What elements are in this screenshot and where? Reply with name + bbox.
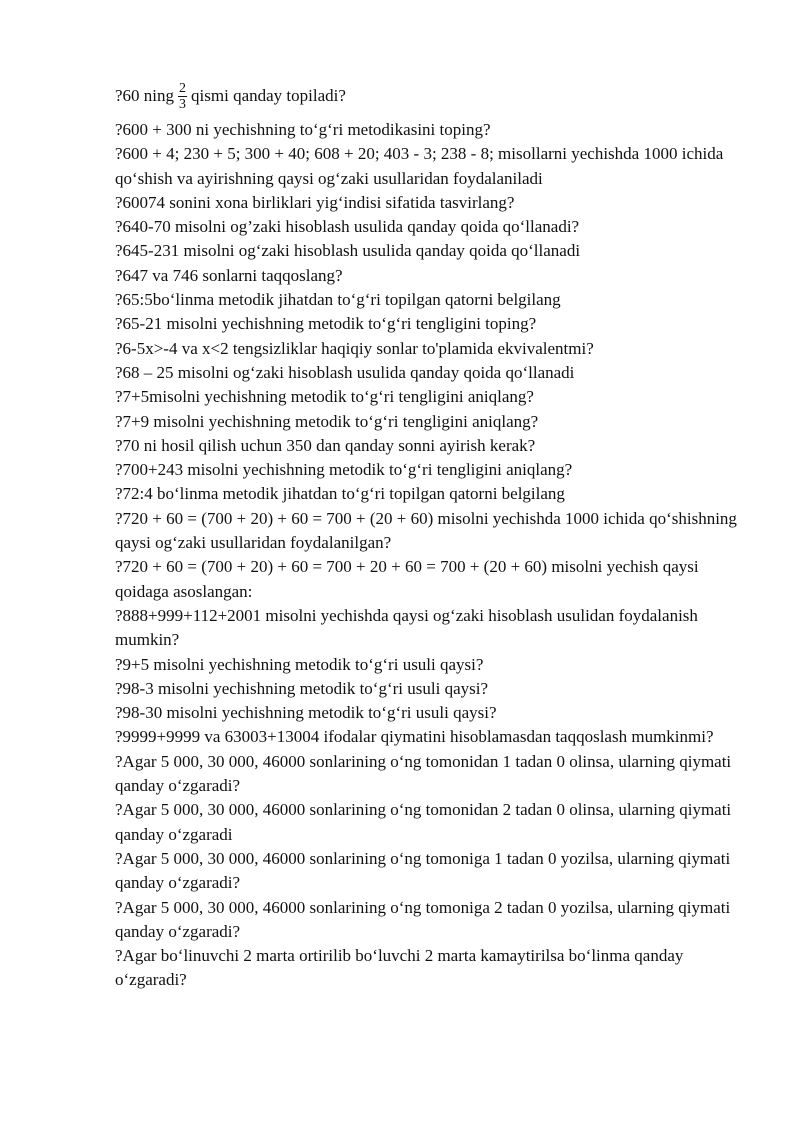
fraction (178, 81, 187, 112)
question-item: ?65:5bo‘linma metodik jihatdan to‘g‘ri topilgan qatorni belgilang (115, 290, 561, 310)
question-item: ?600 + 300 ni yechishning to‘g‘ri metodikasini toping? (115, 120, 491, 139)
question-item: ?Agar 5 000, 30 000, 46000 sonlarining o‘ng tomoniga 1 tadan 0 yozilsa, ularning qiymati qanday o‘zgaradi? (115, 848, 731, 893)
question-list (115, 76, 745, 993)
question-item: ?720 + 60 = (700 + 20) + 60 = 700 + (20 + 60) misolni yechishda 1000 ichida qo‘shishning qaysi og‘zaki usullaridan foydalanilgan? (115, 508, 737, 553)
question-item: ?7+9 misolni yechishning metodik to‘g‘ri tengligini aniqlang? (115, 411, 539, 431)
question-item: ?70 ni hosil qilish uchun 350 dan qanday sonni ayirish kerak? (115, 435, 536, 455)
question-item: ?647 va 746 sonlarni taqqoslang? (115, 265, 343, 285)
fraction-denominator: 3 (179, 96, 187, 112)
question-item: ?600 + 4; 230 + 5; 300 + 40; 608 + 20; 403 - 3; 238 - 8; misollarni yechishda 1000 ichida qo‘shish va ayirishning qaysi og‘zaki usullaridan foydalaniladi (115, 144, 724, 188)
question-text-after-fraction: qismi qanday topiladi? (191, 85, 346, 105)
question-item-first (115, 76, 745, 116)
question-item: ?888+999+112+2001 misolni yechishda qaysi og‘zaki hisoblash usulidan foydalanish mumkin? (115, 605, 698, 650)
question-item: ?Agar 5 000, 30 000, 46000 sonlarining o‘ng tomonidan 1 tadan 0 olinsa, ularning qiymati qanday o‘zgaradi? (115, 751, 732, 796)
question-item: ?60074 sonini xona birliklari yig‘indisi sifatida tasvirlang? (115, 192, 515, 212)
question-item: ?Agar 5 000, 30 000, 46000 sonlarining o‘ng tomoniga 2 tadan 0 yozilsa, ularning qiymati qanday o‘zgaradi? (115, 897, 731, 941)
question-item: ?6-5x>-4 va x<2 tengsizliklar haqiqiy sonlar to'plamida ekvivalentmi? (115, 338, 594, 358)
question-item: ?68 – 25 misolni og‘zaki hisoblash usulida qanday qoida qo‘llanadi (115, 362, 575, 382)
question-item: ?640-70 misolni og’zaki hisoblash usulida qanday qoida qo‘llanadi? (115, 217, 580, 237)
question-item: ?72:4 bo‘linma metodik jihatdan to‘g‘ri topilgan qatorni belgilang (115, 484, 565, 504)
question-item: ?645-231 misolni og‘zaki hisoblash usulida qanday qoida qo‘llanadi (115, 241, 581, 261)
question-item: ?98-3 misolni yechishning metodik to‘g‘ri usuli qaysi? (115, 678, 489, 698)
question-item: ?Agar bo‘linuvchi 2 marta ortirilib bo‘luvchi 2 marta kamaytirilsa bo‘linma qanday o‘zgaradi? (115, 946, 684, 990)
question-item: ?9+5 misolni yechishning metodik to‘g‘ri usuli qaysi? (115, 654, 484, 674)
fraction-numerator: 2 (179, 80, 187, 96)
question-item: ?98-30 misolni yechishning metodik to‘g‘ri usuli qaysi? (115, 703, 497, 723)
question-item: ?9999+9999 va 63003+13004 ifodalar qiymatini hisoblamasdan taqqoslash mumkinmi? (115, 727, 714, 747)
question-item: ?Agar 5 000, 30 000, 46000 sonlarining o‘ng tomonidan 2 tadan 0 olinsa, ularning qiymati qanday o‘zgaradi (115, 800, 732, 844)
question-item: ?700+243 misolni yechishning metodik to‘g‘ri tengligini aniqlang? (115, 460, 573, 480)
question-item: ?65-21 misolni yechishning metodik to‘g‘ri tengligini toping? (115, 314, 537, 334)
question-item: ?720 + 60 = (700 + 20) + 60 = 700 + 20 + 60 = 700 + (20 + 60) misolni yechish qaysi qoidaga asoslangan: (115, 557, 699, 601)
question-item: ?7+5misolni yechishning metodik to‘g‘ri tengligini aniqlang? (115, 387, 534, 407)
question-text-before-fraction: ?60 ning (115, 85, 175, 105)
